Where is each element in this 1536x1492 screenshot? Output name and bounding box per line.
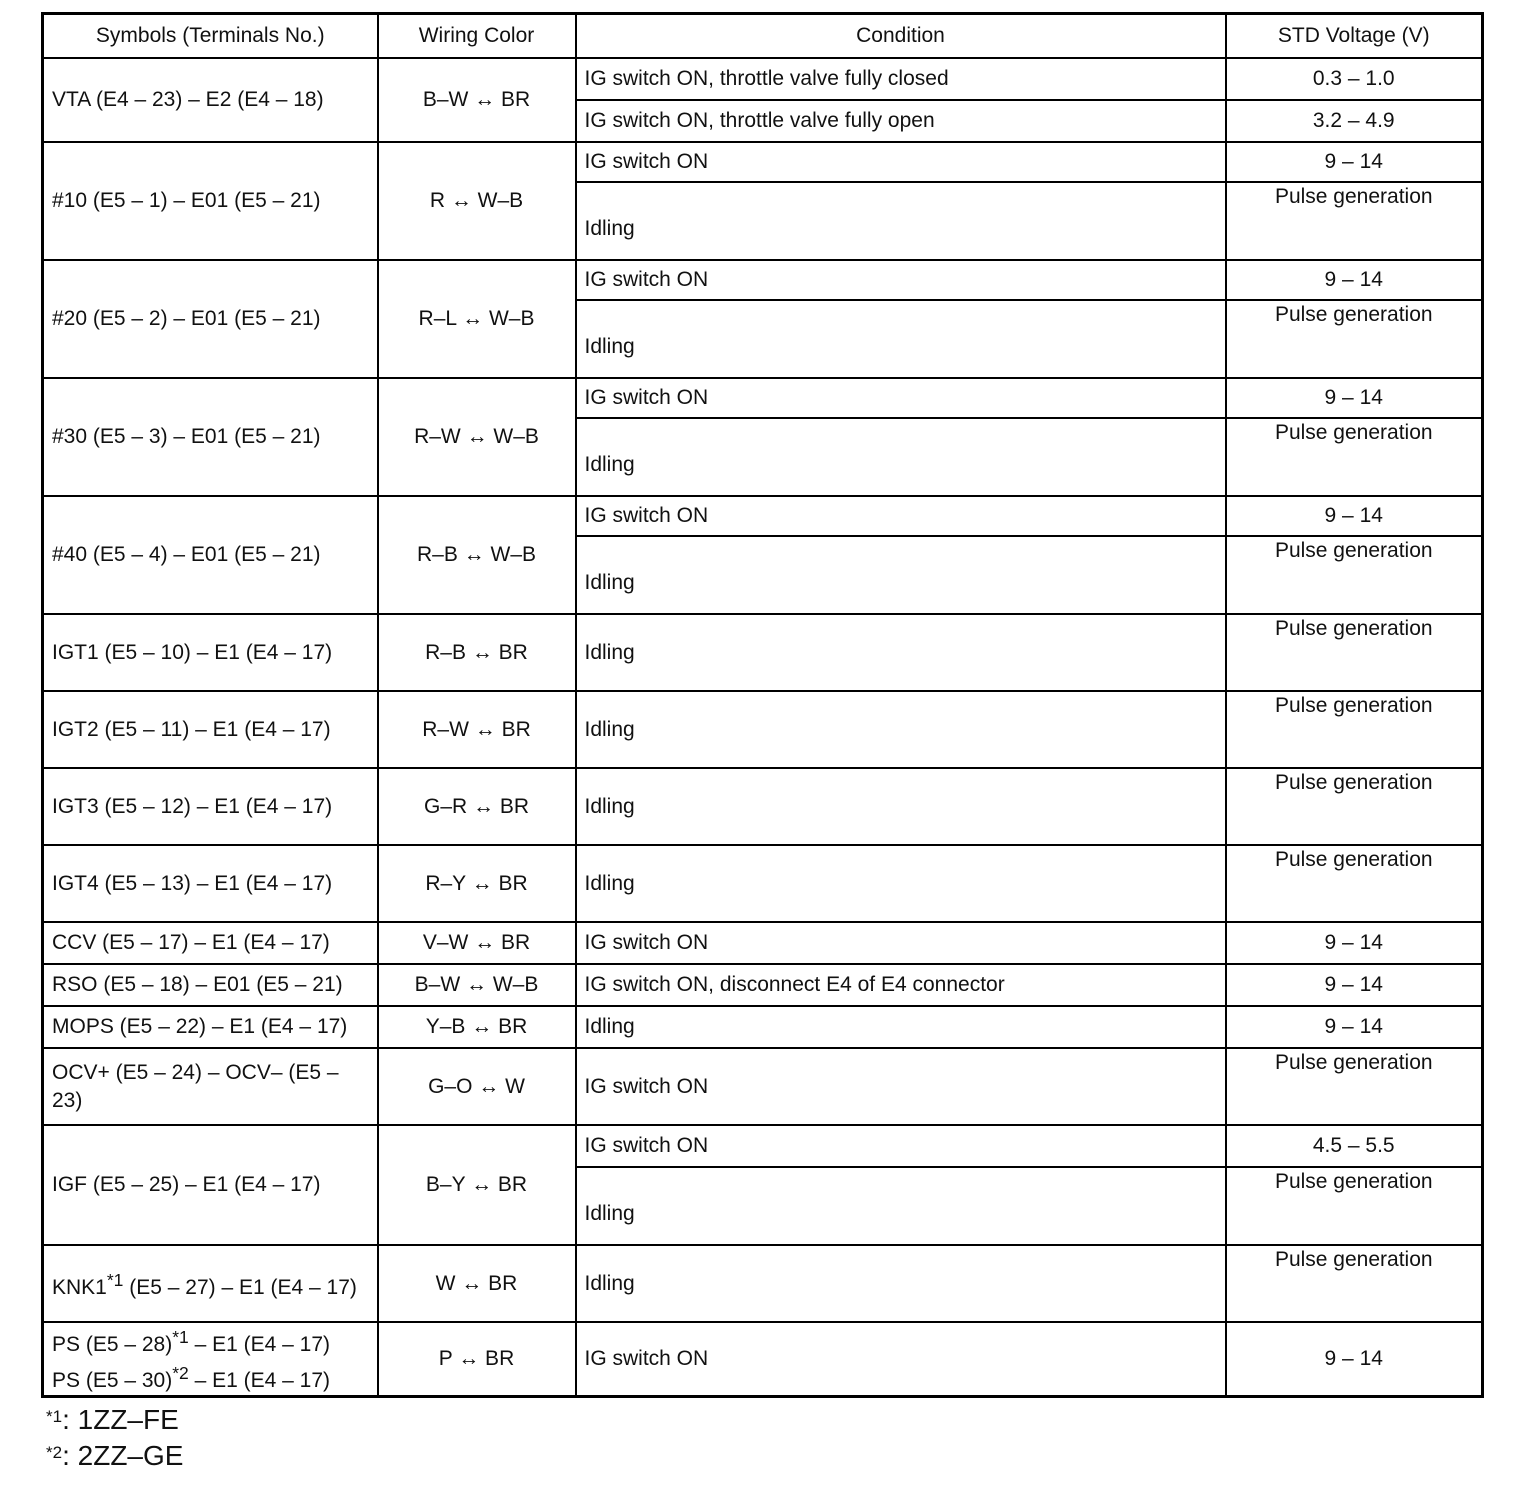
table-row — [43, 964, 1483, 1006]
footnote-mark: *2 — [46, 1443, 63, 1462]
wiring-color-cell: G–O ↔ W — [378, 1048, 576, 1125]
symbol-cell: #10 (E5 – 1) – E01 (E5 – 21) — [43, 142, 378, 260]
wiring-color-cell: V–W ↔ BR — [378, 922, 576, 964]
table-row — [43, 1048, 1483, 1125]
condition-cell: IG switch ON — [576, 260, 1226, 300]
wiring-color-cell: W ↔ BR — [378, 1245, 576, 1322]
table-body — [43, 58, 1483, 1397]
symbol-text-rest: – E1 (E4 – 17) — [188, 1369, 331, 1392]
footnote-text: : 2ZZ–GE — [62, 1440, 184, 1471]
footnote-ref: *2 — [172, 1363, 189, 1383]
voltage-cell: Pulse generation — [1226, 1245, 1483, 1322]
voltage-cell: Pulse generation — [1226, 768, 1483, 845]
terminal-voltage-table — [41, 12, 1484, 1398]
wiring-color-cell: Y–B ↔ BR — [378, 1006, 576, 1048]
voltage-cell: Pulse generation — [1226, 614, 1483, 691]
table-header-row — [43, 14, 1483, 59]
symbol-line — [52, 1266, 369, 1302]
table-row — [43, 496, 1483, 536]
voltage-cell: Pulse generation — [1226, 300, 1483, 378]
voltage-cell: 9 – 14 — [1226, 260, 1483, 300]
wiring-color-cell: R–L ↔ W–B — [378, 260, 576, 378]
symbol-cell: #20 (E5 – 2) – E01 (E5 – 21) — [43, 260, 378, 378]
symbol-cell: IGT3 (E5 – 12) – E1 (E4 – 17) — [43, 768, 378, 845]
symbol-cell: VTA (E4 – 23) – E2 (E4 – 18) — [43, 58, 378, 142]
condition-cell: Idling — [576, 768, 1226, 845]
symbol-cell: IGT4 (E5 – 13) – E1 (E4 – 17) — [43, 845, 378, 922]
condition-cell: IG switch ON — [576, 1322, 1226, 1397]
voltage-cell: 9 – 14 — [1226, 142, 1483, 182]
voltage-cell: Pulse generation — [1226, 182, 1483, 260]
table-row — [43, 768, 1483, 845]
voltage-cell: 9 – 14 — [1226, 1322, 1483, 1397]
condition-cell: Idling — [576, 614, 1226, 691]
symbol-cell: MOPS (E5 – 22) – E1 (E4 – 17) — [43, 1006, 378, 1048]
table-row — [43, 845, 1483, 922]
symbol-cell: CCV (E5 – 17) – E1 (E4 – 17) — [43, 922, 378, 964]
voltage-cell: 9 – 14 — [1226, 1006, 1483, 1048]
header-wiring-color: Wiring Color — [378, 14, 576, 59]
wiring-color-cell: B–Y ↔ BR — [378, 1125, 576, 1245]
symbol-cell: OCV+ (E5 – 24) – OCV– (E5 – 23) — [43, 1048, 378, 1125]
voltage-cell: 9 – 14 — [1226, 922, 1483, 964]
symbol-text: KNK1 — [52, 1275, 107, 1299]
voltage-cell: 0.3 – 1.0 — [1226, 58, 1483, 100]
symbol-cell: #40 (E5 – 4) – E01 (E5 – 21) — [43, 496, 378, 614]
symbol-text-rest: – E1 (E4 – 17) — [188, 1333, 331, 1356]
footnote-ref: *1 — [172, 1327, 189, 1347]
wiring-color-cell: R–W ↔ BR — [378, 691, 576, 768]
wiring-color-cell: R ↔ W–B — [378, 142, 576, 260]
voltage-cell: 3.2 – 4.9 — [1226, 100, 1483, 142]
symbol-line — [52, 1323, 369, 1359]
table-row — [43, 1245, 1483, 1322]
symbol-cell: IGT1 (E5 – 10) – E1 (E4 – 17) — [43, 614, 378, 691]
condition-cell: IG switch ON — [576, 142, 1226, 182]
condition-cell: IG switch ON — [576, 378, 1226, 418]
condition-cell: Idling — [576, 536, 1226, 614]
table-row — [43, 1006, 1483, 1048]
condition-cell: IG switch ON, throttle valve fully open — [576, 100, 1226, 142]
wiring-color-cell: R–B ↔ W–B — [378, 496, 576, 614]
condition-cell: Idling — [576, 1006, 1226, 1048]
symbol-cell: IGF (E5 – 25) – E1 (E4 – 17) — [43, 1125, 378, 1245]
voltage-cell: 9 – 14 — [1226, 378, 1483, 418]
wiring-color-cell: R–B ↔ BR — [378, 614, 576, 691]
table-row — [43, 1322, 1483, 1397]
table-row — [43, 1125, 1483, 1167]
wiring-color-cell: R–W ↔ W–B — [378, 378, 576, 496]
symbol-cell — [43, 1322, 378, 1397]
condition-cell: IG switch ON — [576, 1125, 1226, 1167]
table-row — [43, 691, 1483, 768]
condition-cell: IG switch ON, disconnect E4 of E4 connector — [576, 964, 1226, 1006]
condition-cell: IG switch ON — [576, 1048, 1226, 1125]
voltage-cell: Pulse generation — [1226, 536, 1483, 614]
condition-cell: Idling — [576, 691, 1226, 768]
table-row — [43, 378, 1483, 418]
symbol-cell: #30 (E5 – 3) – E01 (E5 – 21) — [43, 378, 378, 496]
condition-cell: IG switch ON — [576, 922, 1226, 964]
header-condition: Condition — [576, 14, 1226, 59]
footnote-ref: *1 — [106, 1269, 124, 1290]
wiring-color-cell: P ↔ BR — [378, 1322, 576, 1397]
symbol-cell — [43, 1245, 378, 1322]
table-row — [43, 260, 1483, 300]
footnote-mark: *1 — [46, 1407, 63, 1426]
voltage-cell: Pulse generation — [1226, 1048, 1483, 1125]
symbol-text: PS (E5 – 28) — [52, 1333, 173, 1356]
footnote-text: : 1ZZ–FE — [62, 1404, 179, 1435]
condition-cell: Idling — [576, 418, 1226, 496]
condition-cell: Idling — [576, 182, 1226, 260]
footnotes — [46, 1402, 183, 1474]
table-row — [43, 58, 1483, 100]
symbol-cell: RSO (E5 – 18) – E01 (E5 – 21) — [43, 964, 378, 1006]
table-row — [43, 142, 1483, 182]
header-std-voltage: STD Voltage (V) — [1226, 14, 1483, 59]
condition-cell: Idling — [576, 300, 1226, 378]
table-row — [43, 922, 1483, 964]
wiring-color-cell: B–W ↔ W–B — [378, 964, 576, 1006]
voltage-cell: Pulse generation — [1226, 691, 1483, 768]
voltage-cell: Pulse generation — [1226, 1167, 1483, 1245]
condition-cell: Idling — [576, 1245, 1226, 1322]
voltage-cell: 9 – 14 — [1226, 964, 1483, 1006]
wiring-color-cell: G–R ↔ BR — [378, 768, 576, 845]
voltage-cell: 9 – 14 — [1226, 496, 1483, 536]
symbol-cell: IGT2 (E5 – 11) – E1 (E4 – 17) — [43, 691, 378, 768]
symbol-line — [52, 1359, 369, 1395]
condition-cell: Idling — [576, 1167, 1226, 1245]
voltage-cell: 4.5 – 5.5 — [1226, 1125, 1483, 1167]
wiring-color-cell: R–Y ↔ BR — [378, 845, 576, 922]
voltage-cell: Pulse generation — [1226, 418, 1483, 496]
condition-cell: IG switch ON, throttle valve fully closed — [576, 58, 1226, 100]
footnote — [46, 1438, 183, 1474]
header-symbols: Symbols (Terminals No.) — [43, 14, 378, 59]
condition-cell: IG switch ON — [576, 496, 1226, 536]
table-row — [43, 614, 1483, 691]
voltage-cell: Pulse generation — [1226, 845, 1483, 922]
symbol-text: PS (E5 – 30) — [52, 1369, 173, 1392]
condition-cell: Idling — [576, 845, 1226, 922]
wiring-color-cell: B–W ↔ BR — [378, 58, 576, 142]
symbol-text-rest: (E5 – 27) – E1 (E4 – 17) — [123, 1275, 357, 1299]
footnote — [46, 1402, 183, 1438]
